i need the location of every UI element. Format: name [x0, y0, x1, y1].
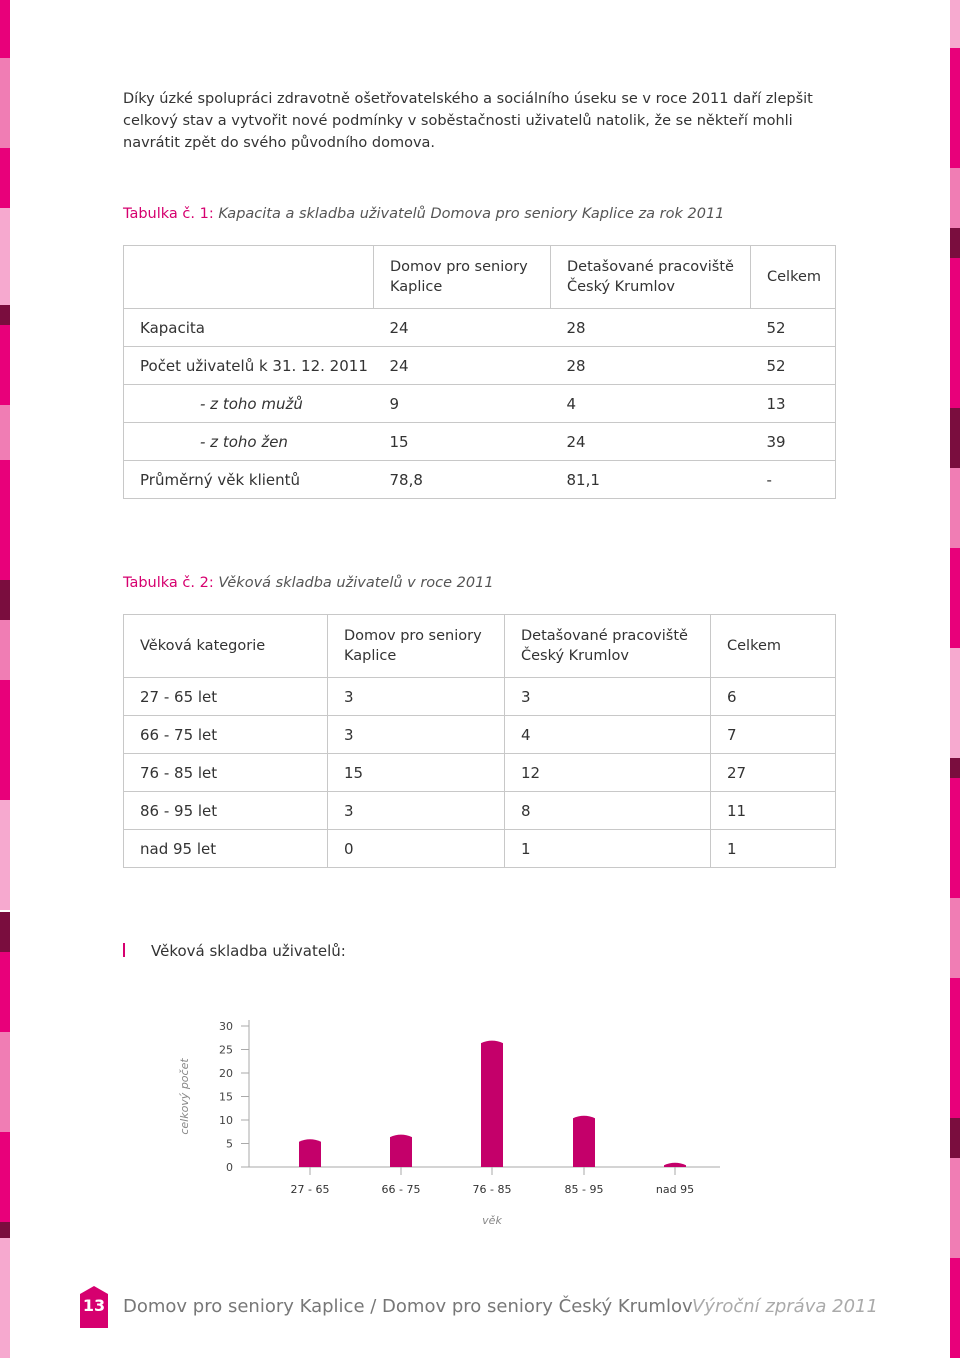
stripe-segment [950, 48, 960, 168]
table1-header-cell: Celkem [751, 246, 836, 309]
table-cell: 1 [505, 830, 711, 868]
table-row [124, 347, 836, 385]
stripe-segment [0, 912, 10, 952]
stripe-segment [0, 305, 10, 325]
table2-header-cell: Domov pro seniory Kaplice [328, 615, 505, 678]
y-tick-label: 10 [219, 1114, 233, 1127]
table-cell: 52 [751, 347, 836, 385]
table-cell: 78,8 [374, 461, 551, 499]
table1-caption-label: Tabulka č. 1: [123, 206, 214, 222]
table-cell: 76 - 85 let [124, 754, 328, 792]
x-tick-label: 27 - 65 [290, 1183, 330, 1196]
table-cell: 24 [551, 423, 751, 461]
table-row [124, 678, 836, 716]
footer-left-text: Domov pro seniory Kaplice / Domov pro seniory Český Krumlov [123, 1296, 693, 1317]
stripe-segment [0, 1238, 10, 1358]
table-cell: 11 [711, 792, 836, 830]
intro-paragraph: Díky úzké spolupráci zdravotně ošetřovatelského a sociálního úseku se v roce 2011 daří zlepšit celkový stav a vytvořit nové podmínky v soběstačnosti uživatelů natolik, že se někteří mohli navrátit zpět do svého původního domova. [123, 91, 813, 151]
stripe-segment [0, 405, 10, 460]
table1-header-cell: Detašované pracoviště Český Krumlov [551, 246, 751, 309]
table-cell: 4 [551, 385, 751, 423]
table-cell: 3 [328, 792, 505, 830]
table1-caption [123, 206, 724, 222]
table-cell: 27 [711, 754, 836, 792]
y-tick-label: 0 [226, 1161, 233, 1174]
table-cell: - z toho žen [124, 423, 374, 461]
table-cell: 1 [711, 830, 836, 868]
table-row [124, 830, 836, 868]
table2-header-cell: Celkem [711, 615, 836, 678]
title-accent-bar [123, 943, 125, 957]
stripe-segment [0, 208, 10, 308]
table-cell: nad 95 let [124, 830, 328, 868]
stripe-segment [950, 408, 960, 468]
stripe-segment [0, 148, 10, 208]
bar-1 [390, 1135, 412, 1167]
table-cell: 4 [505, 716, 711, 754]
stripe-segment [950, 648, 960, 758]
table2-caption [123, 575, 494, 591]
table-cell: Kapacita [124, 309, 374, 347]
table-cell: 7 [711, 716, 836, 754]
x-tick-label: nad 95 [655, 1183, 695, 1196]
table-row [124, 792, 836, 830]
stripe-segment [950, 898, 960, 978]
y-tick-label: 30 [219, 1020, 233, 1033]
table-cell: 86 - 95 let [124, 792, 328, 830]
bar-3 [573, 1116, 595, 1167]
stripe-segment [950, 548, 960, 648]
table-cell: 24 [374, 347, 551, 385]
table-cell: 28 [551, 347, 751, 385]
table-row [124, 461, 836, 499]
table-row [124, 716, 836, 754]
age-bar-chart [0, 1010, 960, 1235]
bar-4 [664, 1163, 686, 1167]
stripe-segment [950, 168, 960, 228]
table-row [124, 423, 836, 461]
table1-header-row [124, 246, 836, 309]
x-tick-label: 66 - 75 [381, 1183, 421, 1196]
footer-right-text: Výroční zpráva 2011 [692, 1296, 878, 1317]
stripe-segment [0, 58, 10, 148]
stripe-segment [950, 1258, 960, 1358]
table1 [123, 245, 836, 499]
bar-0 [299, 1139, 321, 1167]
table-row [124, 754, 836, 792]
table2-caption-label: Tabulka č. 2: [123, 575, 214, 591]
y-tick-label: 25 [219, 1043, 233, 1057]
table-cell: 28 [551, 309, 751, 347]
table2-header-cell: Detašované pracoviště Český Krumlov [505, 615, 711, 678]
table2 [123, 614, 836, 868]
stripe-segment [950, 468, 960, 548]
stripe-segment [0, 460, 10, 580]
y-tick-label: 15 [219, 1090, 233, 1104]
stripe-segment [0, 620, 10, 680]
y-axis-label: celkový počet [178, 1058, 191, 1135]
page-number: 13 [82, 1296, 106, 1315]
table1-header-cell [124, 246, 374, 309]
table1-caption-text: Kapacita a skladba uživatelů Domova pro seniory Kaplice za rok 2011 [218, 206, 725, 222]
stripe-segment [0, 0, 10, 58]
x-tick-label: 85 - 95 [564, 1183, 604, 1196]
stripe-segment [950, 228, 960, 258]
table-cell: 27 - 65 let [124, 678, 328, 716]
table2-caption-text: Věková skladba uživatelů v roce 2011 [218, 575, 494, 591]
table-cell: 8 [505, 792, 711, 830]
x-tick-label: 76 - 85 [472, 1183, 512, 1196]
stripe-segment [0, 580, 10, 620]
table-cell: 3 [328, 716, 505, 754]
table-cell: Počet uživatelů k 31. 12. 2011 [124, 347, 374, 385]
table-cell: 3 [328, 678, 505, 716]
table-cell: 9 [374, 385, 551, 423]
bar-2 [481, 1041, 503, 1167]
table-row [124, 309, 836, 347]
x-axis-label: věk [482, 1214, 502, 1227]
stripe-segment [950, 0, 960, 48]
stripe-segment [950, 258, 960, 408]
table-row [124, 385, 836, 423]
table-cell: 12 [505, 754, 711, 792]
table-cell: 15 [328, 754, 505, 792]
table1-header-cell: Domov pro seniory Kaplice [374, 246, 551, 309]
table-cell: 3 [505, 678, 711, 716]
table-cell: 81,1 [551, 461, 751, 499]
table-cell: 24 [374, 309, 551, 347]
y-tick-label: 20 [219, 1067, 233, 1080]
chart-title [123, 942, 346, 960]
table-cell: 39 [751, 423, 836, 461]
chart-title-text: Věková skladba uživatelů: [151, 942, 346, 960]
table-cell: - z toho mužů [124, 385, 374, 423]
stripe-segment [950, 778, 960, 898]
stripe-segment [950, 758, 960, 778]
table-cell: 13 [751, 385, 836, 423]
stripe-segment [0, 325, 10, 405]
table-cell: 52 [751, 309, 836, 347]
table-cell: 15 [374, 423, 551, 461]
table-cell: 0 [328, 830, 505, 868]
y-tick-label: 5 [226, 1137, 233, 1151]
table-cell: 66 - 75 let [124, 716, 328, 754]
table-cell: Průměrný věk klientů [124, 461, 374, 499]
table2-header-cell: Věková kategorie [124, 615, 328, 678]
table2-header-row [124, 615, 836, 678]
stripe-segment [0, 800, 10, 910]
stripe-segment [0, 680, 10, 800]
table-cell: 6 [711, 678, 836, 716]
table-cell: - [751, 461, 836, 499]
